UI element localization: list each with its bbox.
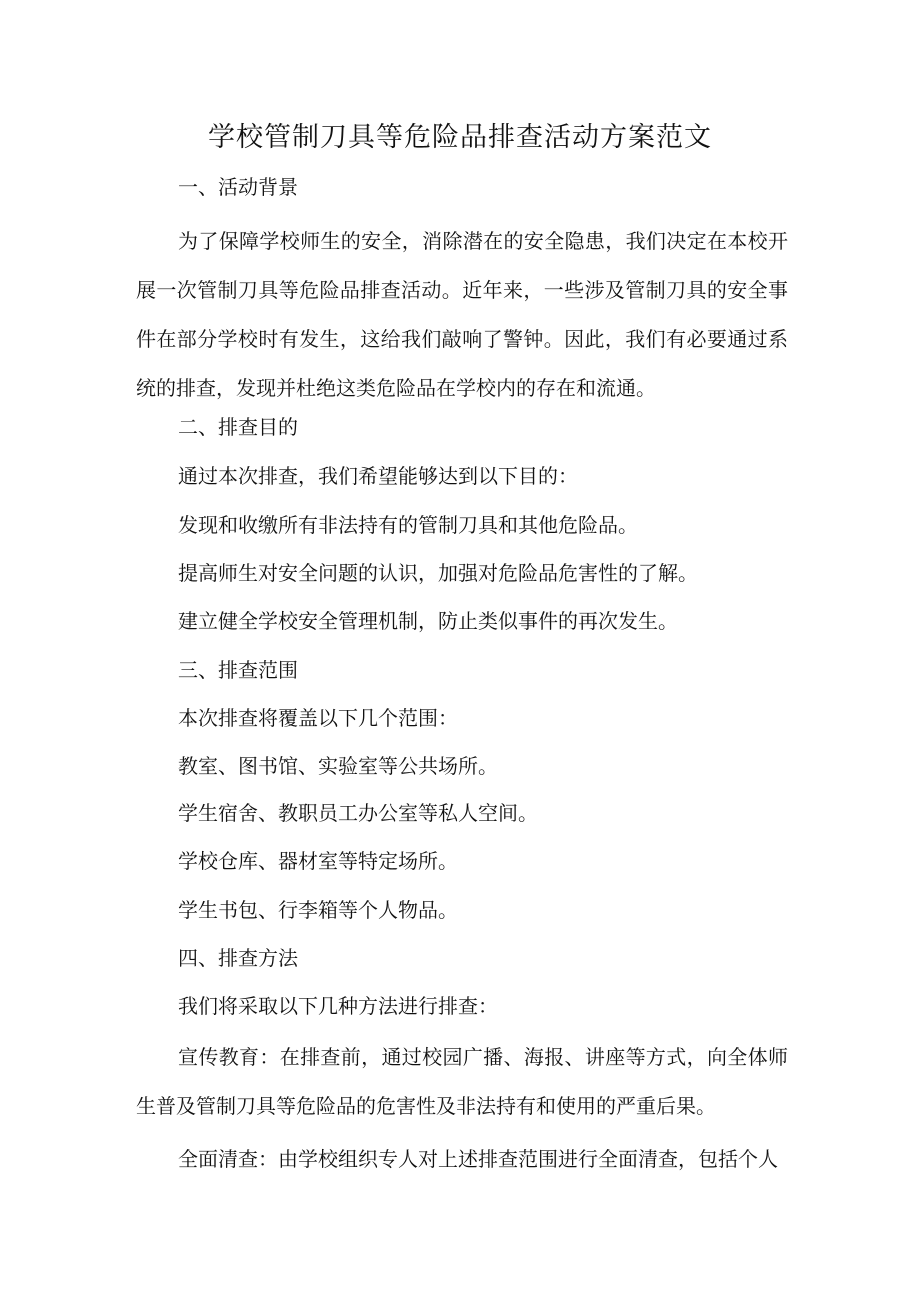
scope-intro: 本次排查将覆盖以下几个范围： <box>178 706 458 730</box>
heading-method: 四、排查方法 <box>178 946 298 970</box>
method-intro: 我们将采取以下几种方法进行排查： <box>178 994 498 1018</box>
document-title: 学校管制刀具等危险品排查活动方案范文 <box>208 122 712 153</box>
scope-item-1: 教室、图书馆、实验室等公共场所。 <box>178 754 498 778</box>
purpose-intro: 通过本次排查，我们希望能够达到以下目的： <box>178 464 578 488</box>
heading-purpose: 二、排查目的 <box>178 415 298 439</box>
scope-item-3: 学校仓库、器材室等特定场所。 <box>178 849 458 873</box>
purpose-item-2: 提高师生对安全问题的认识，加强对危险品危害性的了解。 <box>178 561 698 585</box>
purpose-item-3: 建立健全学校安全管理机制，防止类似事件的再次发生。 <box>178 609 678 633</box>
method-education: 宣传教育：在排查前，通过校园广播、海报、讲座等方式，向全体师生普及管制刀具等危险品的危害性及非法持有和使用的严重后果。 <box>136 1045 788 1118</box>
scope-item-2: 学生宿舍、教职员工办公室等私人空间。 <box>178 801 538 825</box>
paragraph-background: 为了保障学校师生的安全，消除潜在的安全隐患，我们决定在本校开展一次管制刀具等危险品排查活动。近年来，一些涉及管制刀具的安全事件在部分学校时有发生，这给我们敲响了警钟。因此，我们有必要通过系统的排查，发现并杜绝这类危险品在学校内的存在和流通。 <box>136 229 788 400</box>
heading-scope: 三、排查范围 <box>178 658 298 682</box>
purpose-item-1: 发现和收缴所有非法持有的管制刀具和其他危险品。 <box>178 513 638 537</box>
scope-item-4: 学生书包、行李箱等个人物品。 <box>178 898 458 922</box>
heading-background: 一、活动背景 <box>178 175 298 199</box>
method-inspection: 全面清查：由学校组织专人对上述排查范围进行全面清查，包括个人 <box>178 1147 778 1171</box>
